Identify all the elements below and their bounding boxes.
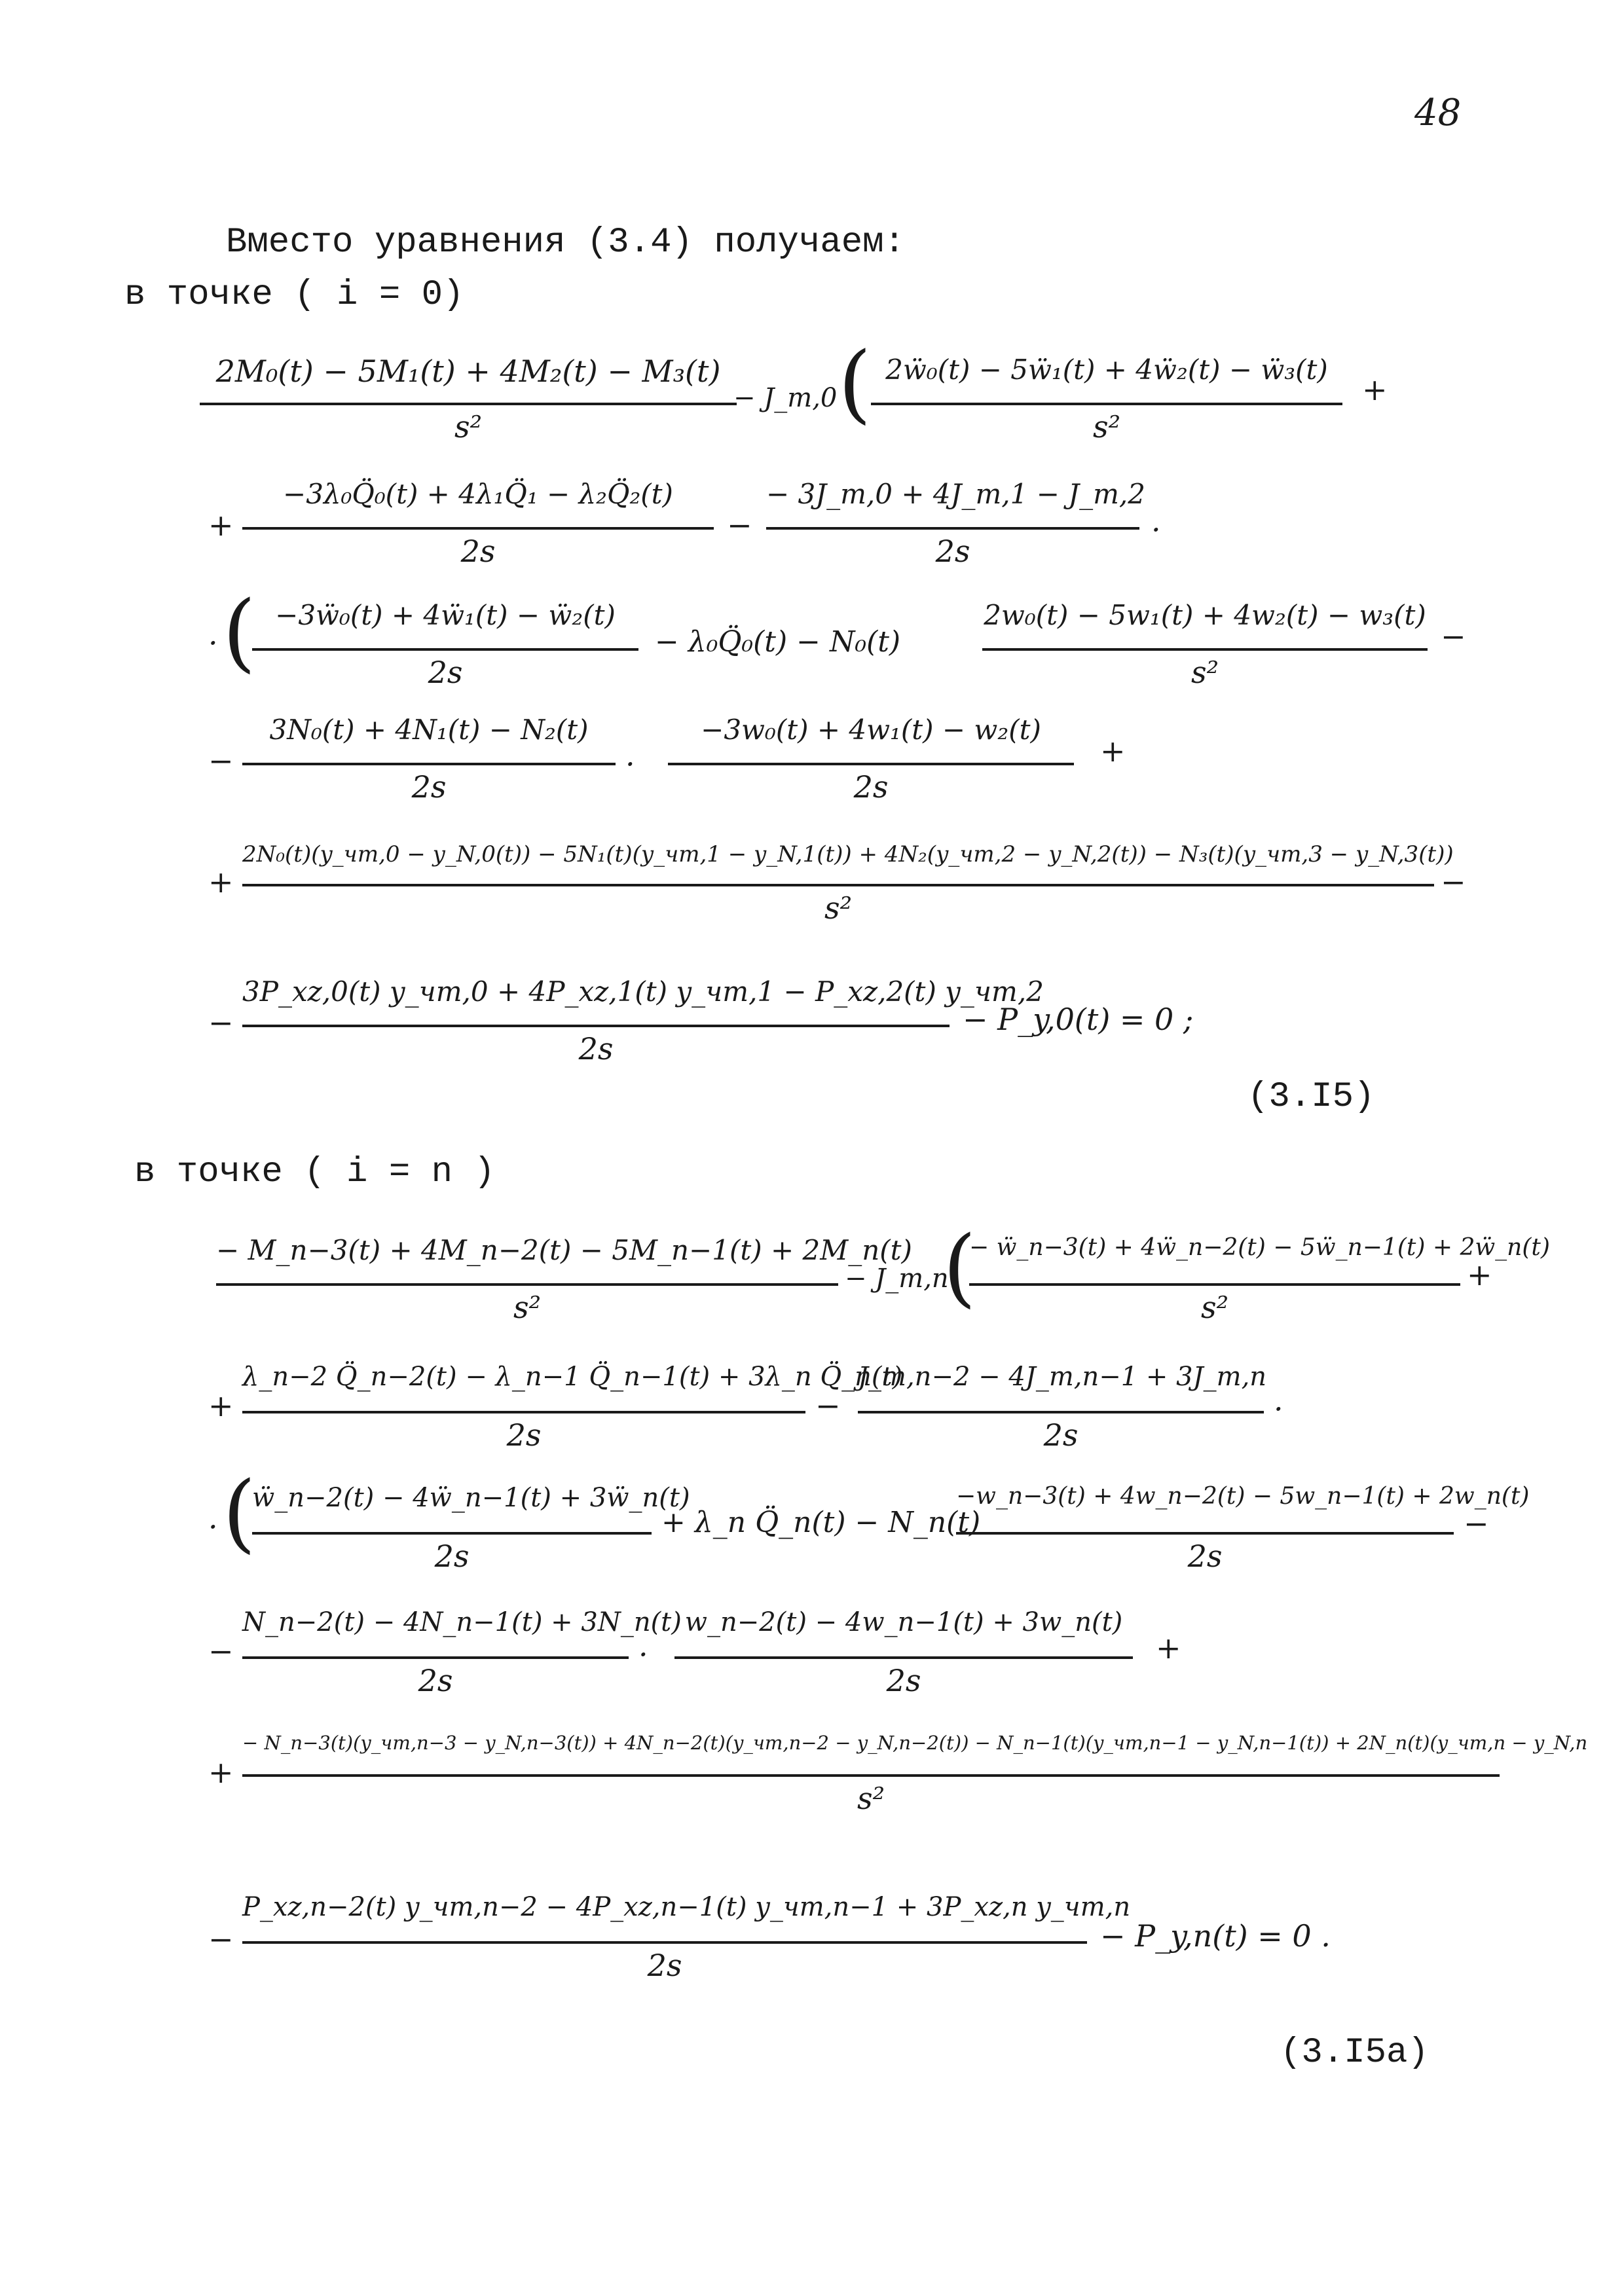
eq15a-l1-denominator-2: s² xyxy=(1200,1290,1229,1325)
equation-number-3-15: (3.I5) xyxy=(1247,1077,1375,1117)
eq15-l4-end-sign: + xyxy=(1100,733,1126,769)
eq15a-l4-denominator: 2s xyxy=(418,1663,453,1698)
eq15a-l2-denominator-2: 2s xyxy=(1043,1417,1079,1453)
fraction-bar xyxy=(668,763,1074,765)
eq15-l1-numerator: 2M₀(t) − 5M₁(t) + 4M₂(t) − M₃(t) xyxy=(215,354,721,389)
eq15a-l3-numerator-2: −w_n−3(t) + 4w_n−2(t) − 5w_n−1(t) + 2w_n(t) xyxy=(956,1483,1530,1510)
eq15a-l4-numerator: N_n−2(t) − 4N_n−1(t) + 3N_n(t) xyxy=(242,1607,682,1637)
eq15a-l3-numerator: ẅ_n−2(t) − 4ẅ_n−1(t) + 3ẅ_n(t) xyxy=(252,1483,690,1513)
eq15-l1-numerator-2: 2ẅ₀(t) − 5ẅ₁(t) + 4ẅ₂(t) − ẅ₃(t) xyxy=(885,354,1328,386)
fraction-bar xyxy=(982,648,1428,651)
eq15a-l1-jm-term: − J_m,n xyxy=(845,1264,949,1294)
fraction-bar xyxy=(674,1656,1133,1659)
fraction-bar xyxy=(242,1774,1500,1777)
eq15-l4-numerator-2: −3w₀(t) + 4w₁(t) − w₂(t) xyxy=(701,714,1041,746)
eq15-l4-dot: · xyxy=(625,746,635,782)
eq15a-l5-numerator: − N_n−3(t)(y_чт,n−3 − y_N,n−3(t)) + 4N_n−2(t)(y_чт,n−2 − y_N,n−2(t)) − N_n−1(t)(y_чт,n−1 − y_N,n−1(t)) + 2N_n(t)(y_чт,n − y_N,n xyxy=(242,1732,1588,1754)
eq15-l3-numerator: −3ẅ₀(t) + 4ẅ₁(t) − ẅ₂(t) xyxy=(275,599,616,631)
eq15a-l1-numerator: − M_n−3(t) + 4M_n−2(t) − 5M_n−1(t) + 2M_n(t) xyxy=(216,1234,912,1266)
eq15a-l6-denominator: 2s xyxy=(647,1948,682,1983)
eq15-l4-lead-sign: − xyxy=(208,743,234,778)
point-n-label: в точке ( i = n ) xyxy=(134,1152,495,1192)
fraction-bar xyxy=(200,403,737,405)
eq15a-l3-middle: + λ_n Q̈_n(t) − N_n(t) xyxy=(661,1506,981,1539)
fraction-bar xyxy=(858,1411,1264,1413)
eq15a-l1-end-sign: + xyxy=(1467,1257,1492,1292)
fraction-bar xyxy=(242,1411,805,1413)
eq15-l3-end-sign: − xyxy=(1441,619,1466,654)
eq15-l6-tail: − P_y,0(t) = 0 ; xyxy=(963,1002,1194,1037)
fraction-bar xyxy=(766,527,1139,530)
eq15a-l5-denominator: s² xyxy=(857,1781,885,1816)
open-paren: ( xyxy=(838,333,872,433)
eq15a-l4-lead-sign: − xyxy=(208,1633,234,1669)
eq15a-l6-tail: − P_y,n(t) = 0 . xyxy=(1100,1918,1331,1954)
eq15-l2-end-dot: · xyxy=(1151,512,1161,547)
eq15a-l2-numerator: λ_n−2 Q̈_n−2(t) − λ_n−1 Q̈_n−1(t) + 3λ_n Q̈_n(t) xyxy=(242,1362,903,1392)
eq15a-l2-minus: − xyxy=(815,1388,841,1423)
eq15-l4-denominator: 2s xyxy=(411,769,447,805)
open-paren: ( xyxy=(223,1463,256,1562)
eq15-l6-denominator: 2s xyxy=(578,1031,614,1066)
fraction-bar xyxy=(242,1656,629,1659)
eq15a-l3-end-sign: − xyxy=(1464,1506,1489,1541)
eq15-l5-lead-sign: + xyxy=(208,864,234,900)
eq15a-l4-dot: · xyxy=(638,1637,648,1672)
fraction-bar xyxy=(969,1283,1460,1286)
eq15a-l5-lead-sign: + xyxy=(208,1755,234,1790)
eq15a-l4-end-sign: + xyxy=(1156,1630,1181,1666)
eq15-l3-numerator-2: 2w₀(t) − 5w₁(t) + 4w₂(t) − w₃(t) xyxy=(984,599,1426,631)
equation-number-3-15a: (3.I5a) xyxy=(1280,2033,1429,2073)
eq15-l1-jm-term: − J_m,0 xyxy=(733,383,838,413)
fraction-bar xyxy=(242,1941,1087,1944)
open-paren: ( xyxy=(223,582,256,682)
fraction-bar xyxy=(252,648,638,651)
eq15-l2-lead-sign: + xyxy=(208,507,234,543)
eq15-l5-end-sign: − xyxy=(1441,864,1466,900)
fraction-bar xyxy=(216,1283,838,1286)
eq15-l1-denominator-2: s² xyxy=(1092,409,1121,445)
fraction-bar xyxy=(956,1532,1454,1535)
eq15-l2-minus: − xyxy=(727,507,752,543)
fraction-bar xyxy=(242,1025,950,1027)
eq15a-l4-numerator-2: w_n−2(t) − 4w_n−1(t) + 3w_n(t) xyxy=(684,1607,1123,1637)
eq15a-l1-numerator-2: − ẅ_n−3(t) + 4ẅ_n−2(t) − 5ẅ_n−1(t) + 2ẅ_n(t) xyxy=(969,1234,1550,1261)
eq15a-l2-lead-sign: + xyxy=(208,1388,234,1423)
eq15-l2-numerator-2: − 3J_m,0 + 4J_m,1 − J_m,2 xyxy=(766,478,1145,510)
fraction-bar xyxy=(242,527,714,530)
point-zero-label: в точке ( i = 0) xyxy=(124,275,464,315)
eq15a-l2-end-dot: · xyxy=(1274,1391,1283,1427)
eq15a-l3-denominator-2: 2s xyxy=(1187,1539,1223,1574)
eq15a-l3-denominator: 2s xyxy=(434,1539,470,1574)
fraction-bar xyxy=(871,403,1342,405)
eq15-l2-denominator: 2s xyxy=(460,534,496,569)
eq15-l6-numerator: 3P_xz,0(t) y_чт,0 + 4P_xz,1(t) y_чт,1 − P_xz,2(t) y_чт,2 xyxy=(242,975,1044,1008)
eq15-l3-lead-dot: · xyxy=(208,625,218,661)
eq15-l1-end-sign: + xyxy=(1362,372,1388,407)
eq15a-l2-denominator: 2s xyxy=(506,1417,542,1453)
eq15a-l3-lead-dot: · xyxy=(208,1509,218,1544)
eq15a-l4-denominator-2: 2s xyxy=(886,1663,921,1698)
eq15-l2-denominator-2: 2s xyxy=(935,534,970,569)
eq15-l3-denominator: 2s xyxy=(428,655,463,690)
fraction-bar xyxy=(242,763,616,765)
eq15-l6-lead-sign: − xyxy=(208,1005,234,1040)
eq15a-l1-denominator: s² xyxy=(513,1290,542,1325)
eq15-l3-denominator-2: s² xyxy=(1190,655,1219,690)
eq15-l4-denominator-2: 2s xyxy=(853,769,889,805)
eq15-l3-middle: − λ₀Q̈₀(t) − N₀(t) xyxy=(655,625,901,659)
fraction-bar xyxy=(242,884,1434,886)
eq15a-l6-lead-sign: − xyxy=(208,1922,234,1957)
eq15-l5-numerator: 2N₀(t)(y_чт,0 − y_N,0(t)) − 5N₁(t)(y_чт,1 − y_N,1(t)) + 4N₂(y_чт,2 − y_N,2(t)) − N₃(t)(y_чт,3 − y_N,3(t)) xyxy=(242,841,1454,867)
page-number: 48 xyxy=(1414,92,1462,134)
eq15a-l2-numerator-2: J_m,n−2 − 4J_m,n−1 + 3J_m,n xyxy=(858,1362,1267,1392)
open-paren: ( xyxy=(943,1217,976,1317)
eq15-l1-denominator: s² xyxy=(454,409,483,445)
eq15-l5-denominator: s² xyxy=(824,890,853,926)
fraction-bar xyxy=(252,1532,652,1535)
eq15-l2-numerator: −3λ₀Q̈₀(t) + 4λ₁Q̈₁ − λ₂Q̈₂(t) xyxy=(283,478,673,510)
eq15a-l6-numerator: P_xz,n−2(t) y_чт,n−2 − 4P_xz,n−1(t) y_чт,n−1 + 3P_xz,n y_чт,n xyxy=(242,1892,1131,1922)
eq15-l4-numerator: 3N₀(t) + 4N₁(t) − N₂(t) xyxy=(269,714,589,746)
intro-text: Вместо уравнения (3.4) получаем: xyxy=(226,223,905,263)
